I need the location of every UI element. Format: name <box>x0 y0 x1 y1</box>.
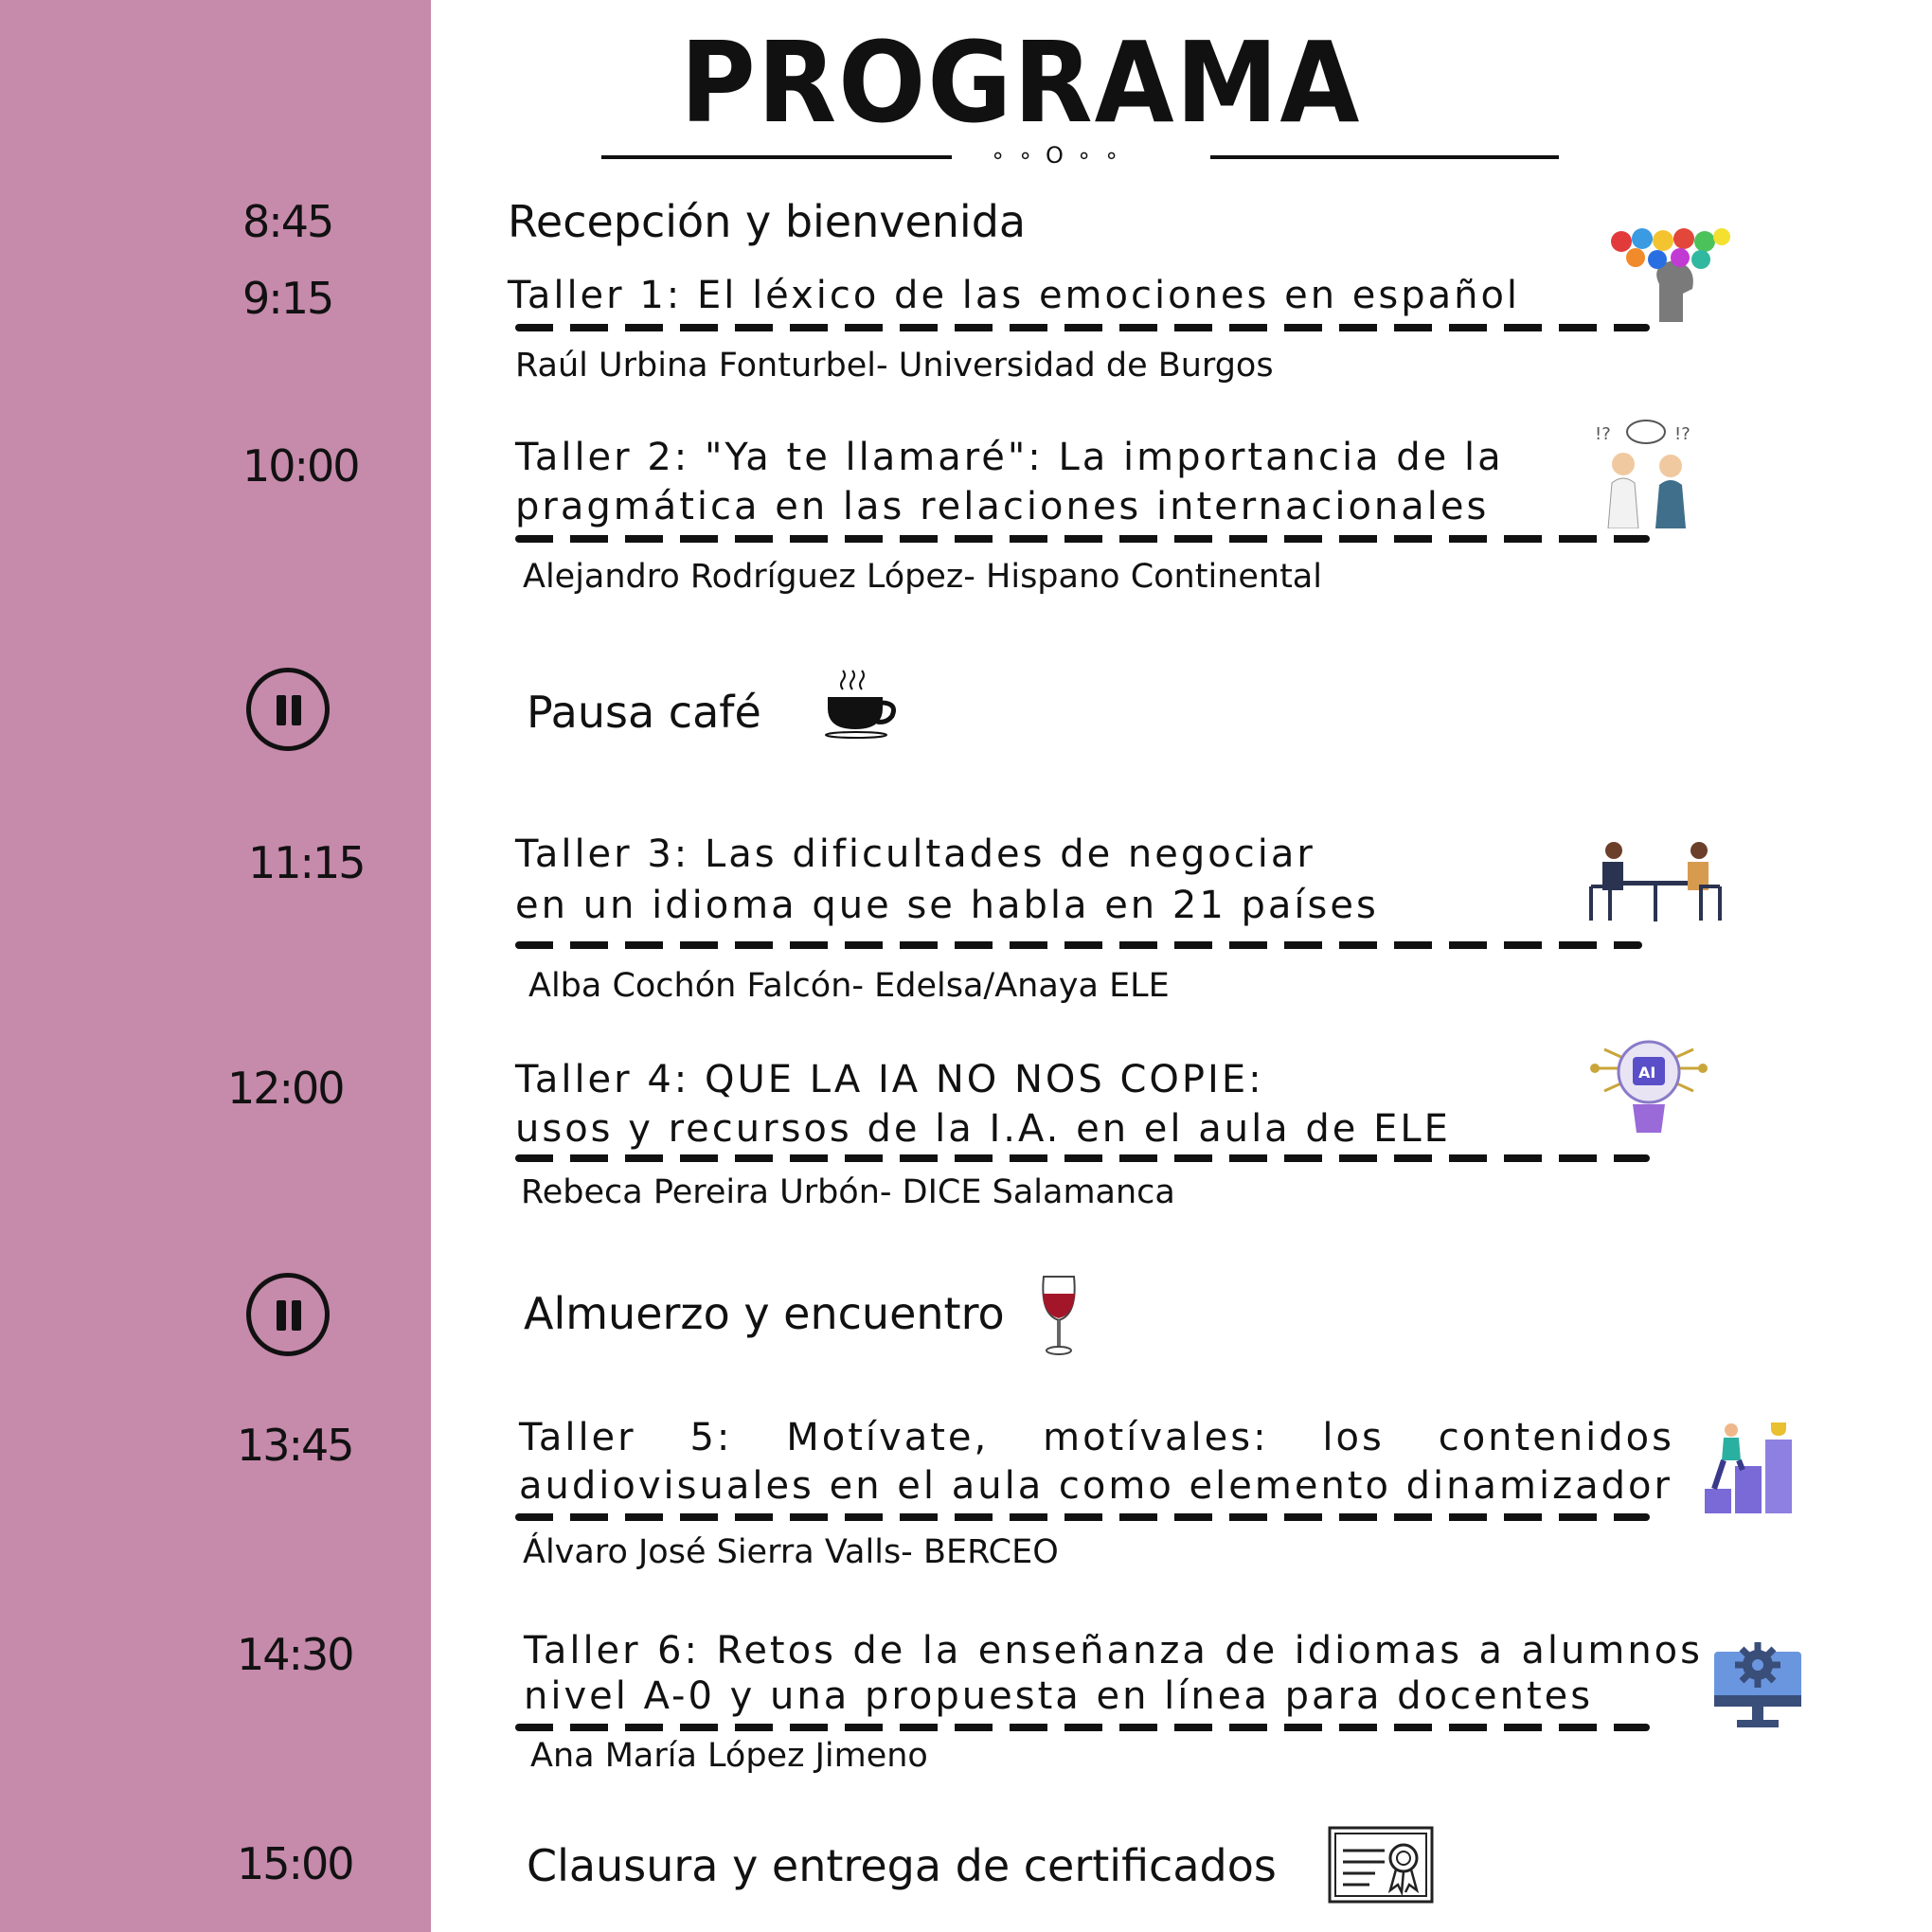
dashed-separator <box>515 535 1650 543</box>
computer-settings-icon <box>1712 1638 1803 1729</box>
page-title <box>0 17 1932 148</box>
divider-right <box>1210 155 1559 159</box>
svg-text:!?: !? <box>1595 424 1611 444</box>
dashed-separator <box>515 1513 1650 1521</box>
ai-lightbulb-icon <box>1585 1030 1712 1144</box>
time-1000: 10:00 <box>242 440 359 492</box>
taller3-title-line2: en un idioma que se habla en 21 países <box>515 884 1379 927</box>
certificate-icon <box>1328 1826 1434 1904</box>
taller4-title-line2: usos y recursos de la I.A. en el aula de ELE <box>515 1107 1451 1151</box>
taller5-title-line2: audiovisuales en el aula como elemento dinamizador <box>519 1464 1673 1508</box>
time-1115: 11:15 <box>248 837 365 888</box>
time-1345: 13:45 <box>237 1420 353 1471</box>
dashed-separator <box>515 1154 1650 1162</box>
pause-icon <box>246 668 330 751</box>
time-1430: 14:30 <box>237 1629 353 1680</box>
emotions-head-icon <box>1602 227 1731 322</box>
taller3-speaker: Alba Cochón Falcón- Edelsa/Anaya ELE <box>528 967 1170 1005</box>
almuerzo-label: Almuerzo y encuentro <box>524 1288 1005 1339</box>
divider-left <box>601 155 952 159</box>
negotiation-icon <box>1585 839 1726 922</box>
title-text: PROGRAMA <box>680 17 1361 148</box>
taller5-title-line1: Taller 5: Motívate, motívales: los contenidos <box>519 1416 1674 1459</box>
pause-icon <box>246 1273 330 1356</box>
taller1-speaker: Raúl Urbina Fonturbel- Universidad de Burgos <box>515 347 1274 385</box>
taller6-title-line2: nivel A-0 y una propuesta en línea para docentes <box>524 1674 1594 1718</box>
time-845: 8:45 <box>242 196 333 247</box>
taller1-title: Taller 1: El léxico de las emociones en español <box>508 274 1521 317</box>
taller6-speaker: Ana María López Jimeno <box>530 1737 928 1775</box>
time-1500: 15:00 <box>237 1838 353 1889</box>
svg-text:AI: AI <box>1638 1064 1656 1082</box>
time-1200: 12:00 <box>227 1063 344 1114</box>
svg-text:!?: !? <box>1674 424 1690 444</box>
recepcion-label: Recepción y bienvenida <box>508 196 1027 247</box>
dashed-separator <box>515 324 1650 331</box>
time-915: 9:15 <box>242 273 333 324</box>
clausura-label: Clausura y entrega de certificados <box>527 1840 1277 1891</box>
conversation-icon <box>1587 417 1705 528</box>
taller6-title-line1: Taller 6: Retos de la enseñanza de idiomas a alumnos <box>524 1629 1703 1673</box>
taller5-speaker: Álvaro José Sierra Valls- BERCEO <box>523 1533 1059 1571</box>
sidebar <box>0 0 431 1932</box>
pausa-cafe-label: Pausa café <box>527 687 761 738</box>
taller2-speaker: Alejandro Rodríguez López- Hispano Continental <box>523 558 1322 596</box>
coffee-cup-icon <box>822 667 902 739</box>
taller2-title-line2: pragmática en las relaciones internacionales <box>515 485 1490 528</box>
divider-dots: ∘∘O∘∘ <box>991 142 1132 169</box>
dashed-separator <box>515 941 1642 949</box>
taller3-title-line1: Taller 3: Las dificultades de negociar <box>515 832 1315 876</box>
dashed-separator <box>515 1724 1650 1731</box>
taller2-title-line1: Taller 2: "Ya te llamaré": La importancia de la <box>515 436 1504 479</box>
taller4-title-line1: Taller 4: QUE LA IA NO NOS COPIE: <box>515 1058 1264 1101</box>
taller4-speaker: Rebeca Pereira Urbón- DICE Salamanca <box>521 1173 1175 1211</box>
wine-glass-icon <box>1038 1273 1080 1358</box>
success-stairs-icon <box>1701 1417 1799 1515</box>
